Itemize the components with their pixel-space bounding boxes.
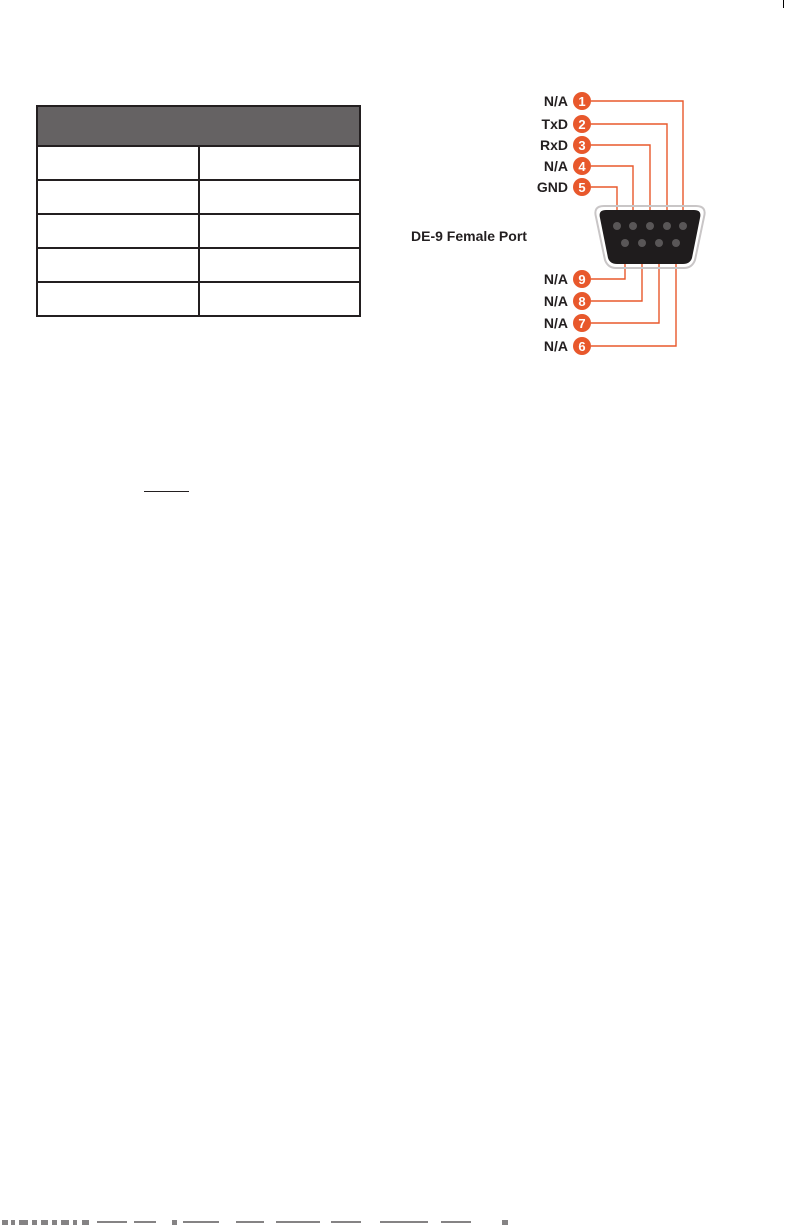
pin-callout-3 [540,136,591,154]
table-cell [37,146,199,180]
pin-hole-7 [655,239,663,247]
pin-signal-label: N/A [543,293,568,309]
pin-hole-1 [679,222,687,230]
table-row [37,214,360,248]
table-cell [199,180,361,214]
de9-pinout-diagram [380,80,710,370]
pin-signal-label: GND [536,179,568,195]
pin-hole-8 [638,239,646,247]
pin-hole-4 [629,222,637,230]
pin-signal-label: N/A [543,271,568,287]
pin-callout-5 [537,178,591,196]
pin-signal-label: TxD [541,116,568,132]
pin-number: 5 [578,180,586,195]
table-cell [199,248,361,282]
table-header-row [37,106,360,146]
pin-callout-7 [544,314,591,332]
top-right-tick-mark [783,0,784,8]
pin-hole-2 [663,222,671,230]
pin-callout-6 [544,337,591,355]
table-cell [199,282,361,316]
pin-callout-1 [544,92,591,110]
settings-table [36,105,361,317]
underline-stub [144,491,189,492]
table-header [37,106,360,146]
pin-signal-label: N/A [543,93,568,109]
lead-line-pin-5 [591,187,617,212]
pin-number: 1 [578,94,586,109]
table-cell [37,282,199,316]
lead-line-pin-2 [591,124,667,212]
lead-line-pin-3 [591,145,650,212]
pin-number: 3 [578,138,586,153]
pin-hole-5 [613,222,621,230]
pin-signal-label: N/A [543,158,568,174]
lead-line-pin-1 [591,101,683,212]
pin-hole-9 [621,239,629,247]
pin-signal-label: N/A [543,315,568,331]
pin-callout-2 [542,115,591,133]
pin-number: 9 [578,272,586,287]
pin-signal-label: RxD [539,137,568,153]
table-row [37,248,360,282]
pin-callout-4 [544,157,591,175]
pin-hole-6 [672,239,680,247]
table-cell [199,146,361,180]
pin-number: 2 [578,117,586,132]
port-label: DE-9 Female Port [411,228,527,244]
pin-callout-9 [544,270,591,288]
table-cell [37,180,199,214]
pin-number: 8 [578,294,586,309]
table-cell [37,214,199,248]
table-cell [199,214,361,248]
de9-connector-shell [600,210,701,264]
table-row [37,146,360,180]
pin-hole-3 [646,222,654,230]
pin-signal-label: N/A [543,338,568,354]
table-cell [37,248,199,282]
pin-number: 4 [578,159,586,174]
footer-text-fragment [0,1218,793,1225]
pin-number: 6 [578,339,586,354]
pin-callout-8 [544,292,591,310]
table-row [37,180,360,214]
table-row [37,282,360,316]
pin-number: 7 [578,316,586,331]
